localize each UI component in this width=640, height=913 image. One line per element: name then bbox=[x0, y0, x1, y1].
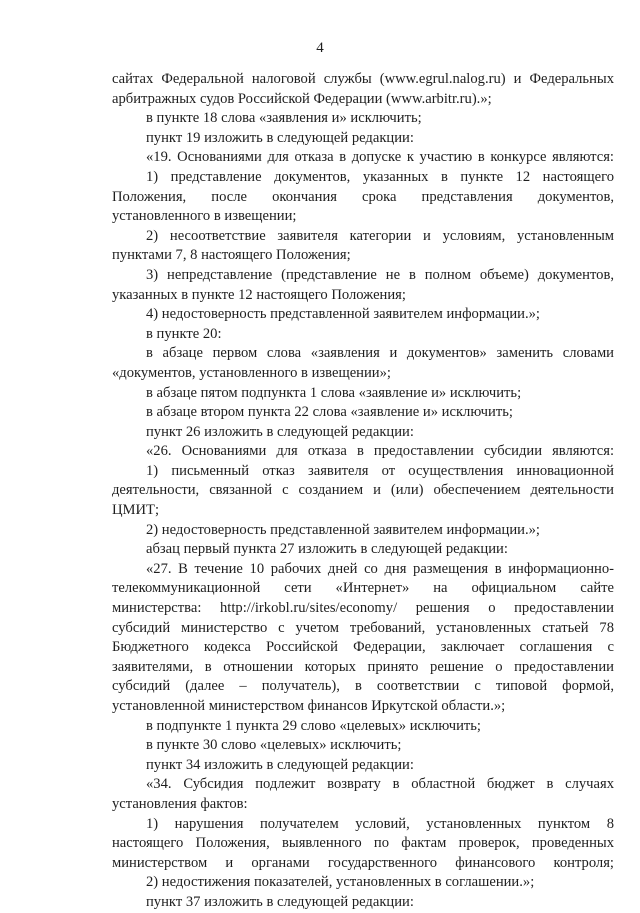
text-line: телекоммуникационной сети «Интернет» на официальном сайте bbox=[112, 580, 614, 597]
text-line: «27. В течение 10 рабочих дней со дня размещения в информационно- bbox=[146, 560, 614, 577]
text-line: указанных в пункте 12 настоящего Положения; bbox=[112, 286, 406, 303]
text-line: пунктами 7, 8 настоящего Положения; bbox=[112, 247, 351, 264]
text-line: Бюджетного кодекса Российской Федерации, заключает соглашения с bbox=[112, 639, 614, 656]
text-line: сайтах Федеральной налоговой службы (www.egrul.nalog.ru) и Федеральных bbox=[112, 71, 614, 87]
text-line: 2) недостижения показателей, установленных в соглашении.»; bbox=[146, 874, 535, 891]
text-line: 1) нарушения получателем условий, установленных пунктом 8 bbox=[146, 815, 614, 832]
text-line: «документов, установленного в извещении»; bbox=[112, 364, 391, 381]
text-line: установленного в извещении; bbox=[112, 208, 297, 225]
text-line: установленной министерством финансов Иркутской области.»; bbox=[112, 698, 506, 714]
text-line: пункт 37 изложить в следующей редакции: bbox=[146, 893, 414, 910]
document-body bbox=[112, 70, 614, 913]
text-line: в пункте 20: bbox=[146, 325, 222, 342]
text-line: в пункте 30 слово «целевых» исключить; bbox=[146, 737, 402, 754]
text-line: заявителями, в отношении которых принято решение о предоставлении bbox=[112, 658, 614, 675]
text-line: 4) недостоверность представленной заявителем информации.»; bbox=[146, 306, 540, 323]
text-line: Положения, после окончания срока представления документов, bbox=[112, 188, 614, 205]
page-number: 4 bbox=[316, 40, 324, 56]
text-line: 3) непредставление (представление не в полном объеме) документов, bbox=[146, 266, 614, 283]
text-line: деятельности, связанной с созданием и (или) обеспечением деятельности bbox=[112, 482, 614, 499]
text-line: в подпункте 1 пункта 29 слово «целевых» исключить; bbox=[146, 717, 481, 734]
text-line: настоящего Положения, выявленного по фактам проверок, проведенных bbox=[112, 835, 614, 852]
text-line: в пункте 18 слова «заявления и» исключить; bbox=[146, 110, 422, 127]
text-line: министерства: http://irkobl.ru/sites/economy/ решения о предоставлении bbox=[112, 600, 614, 617]
text-line: установления фактов: bbox=[112, 795, 248, 812]
text-line: пункт 34 изложить в следующей редакции: bbox=[146, 756, 414, 773]
text-line: 1) представление документов, указанных в пункте 12 настоящего bbox=[146, 168, 614, 185]
text-line: пункт 19 изложить в следующей редакции: bbox=[146, 129, 414, 146]
text-line: «34. Субсидия подлежит возврату в областной бюджет в случаях bbox=[146, 776, 614, 793]
text-line: ЦМИТ; bbox=[112, 502, 160, 519]
text-line: субсидий министерство с учетом требований, установленных статьей 78 bbox=[112, 619, 614, 636]
text-line: министерством и органами государственного финансового контроля; bbox=[112, 854, 614, 871]
text-line: «26. Основаниями для отказа в предоставлении субсидии являются: bbox=[146, 443, 614, 460]
text-line: субсидий (далее – получатель), в соответствии с типовой формой, bbox=[112, 678, 614, 695]
text-line: 2) несоответствие заявителя категории и условиям, установленным bbox=[146, 227, 614, 244]
text-line: в абзаце первом слова «заявления и документов» заменить словами bbox=[146, 345, 614, 362]
text-line: в абзаце втором пункта 22 слова «заявление и» исключить; bbox=[146, 404, 513, 421]
text-line: 1) письменный отказ заявителя от осуществления инновационной bbox=[146, 462, 614, 479]
text-line: абзац первый пункта 27 изложить в следующей редакции: bbox=[146, 541, 508, 558]
text-line: 2) недостоверность представленной заявителем информации.»; bbox=[146, 521, 540, 538]
text-line: «19. Основаниями для отказа в допуске к участию в конкурсе являются: bbox=[146, 149, 614, 166]
text-line: арбитражных судов Российской Федерации (www.arbitr.ru).»; bbox=[112, 90, 492, 107]
text-line: пункт 26 изложить в следующей редакции: bbox=[146, 423, 414, 440]
text-line: в абзаце пятом подпункта 1 слова «заявление и» исключить; bbox=[146, 384, 522, 401]
